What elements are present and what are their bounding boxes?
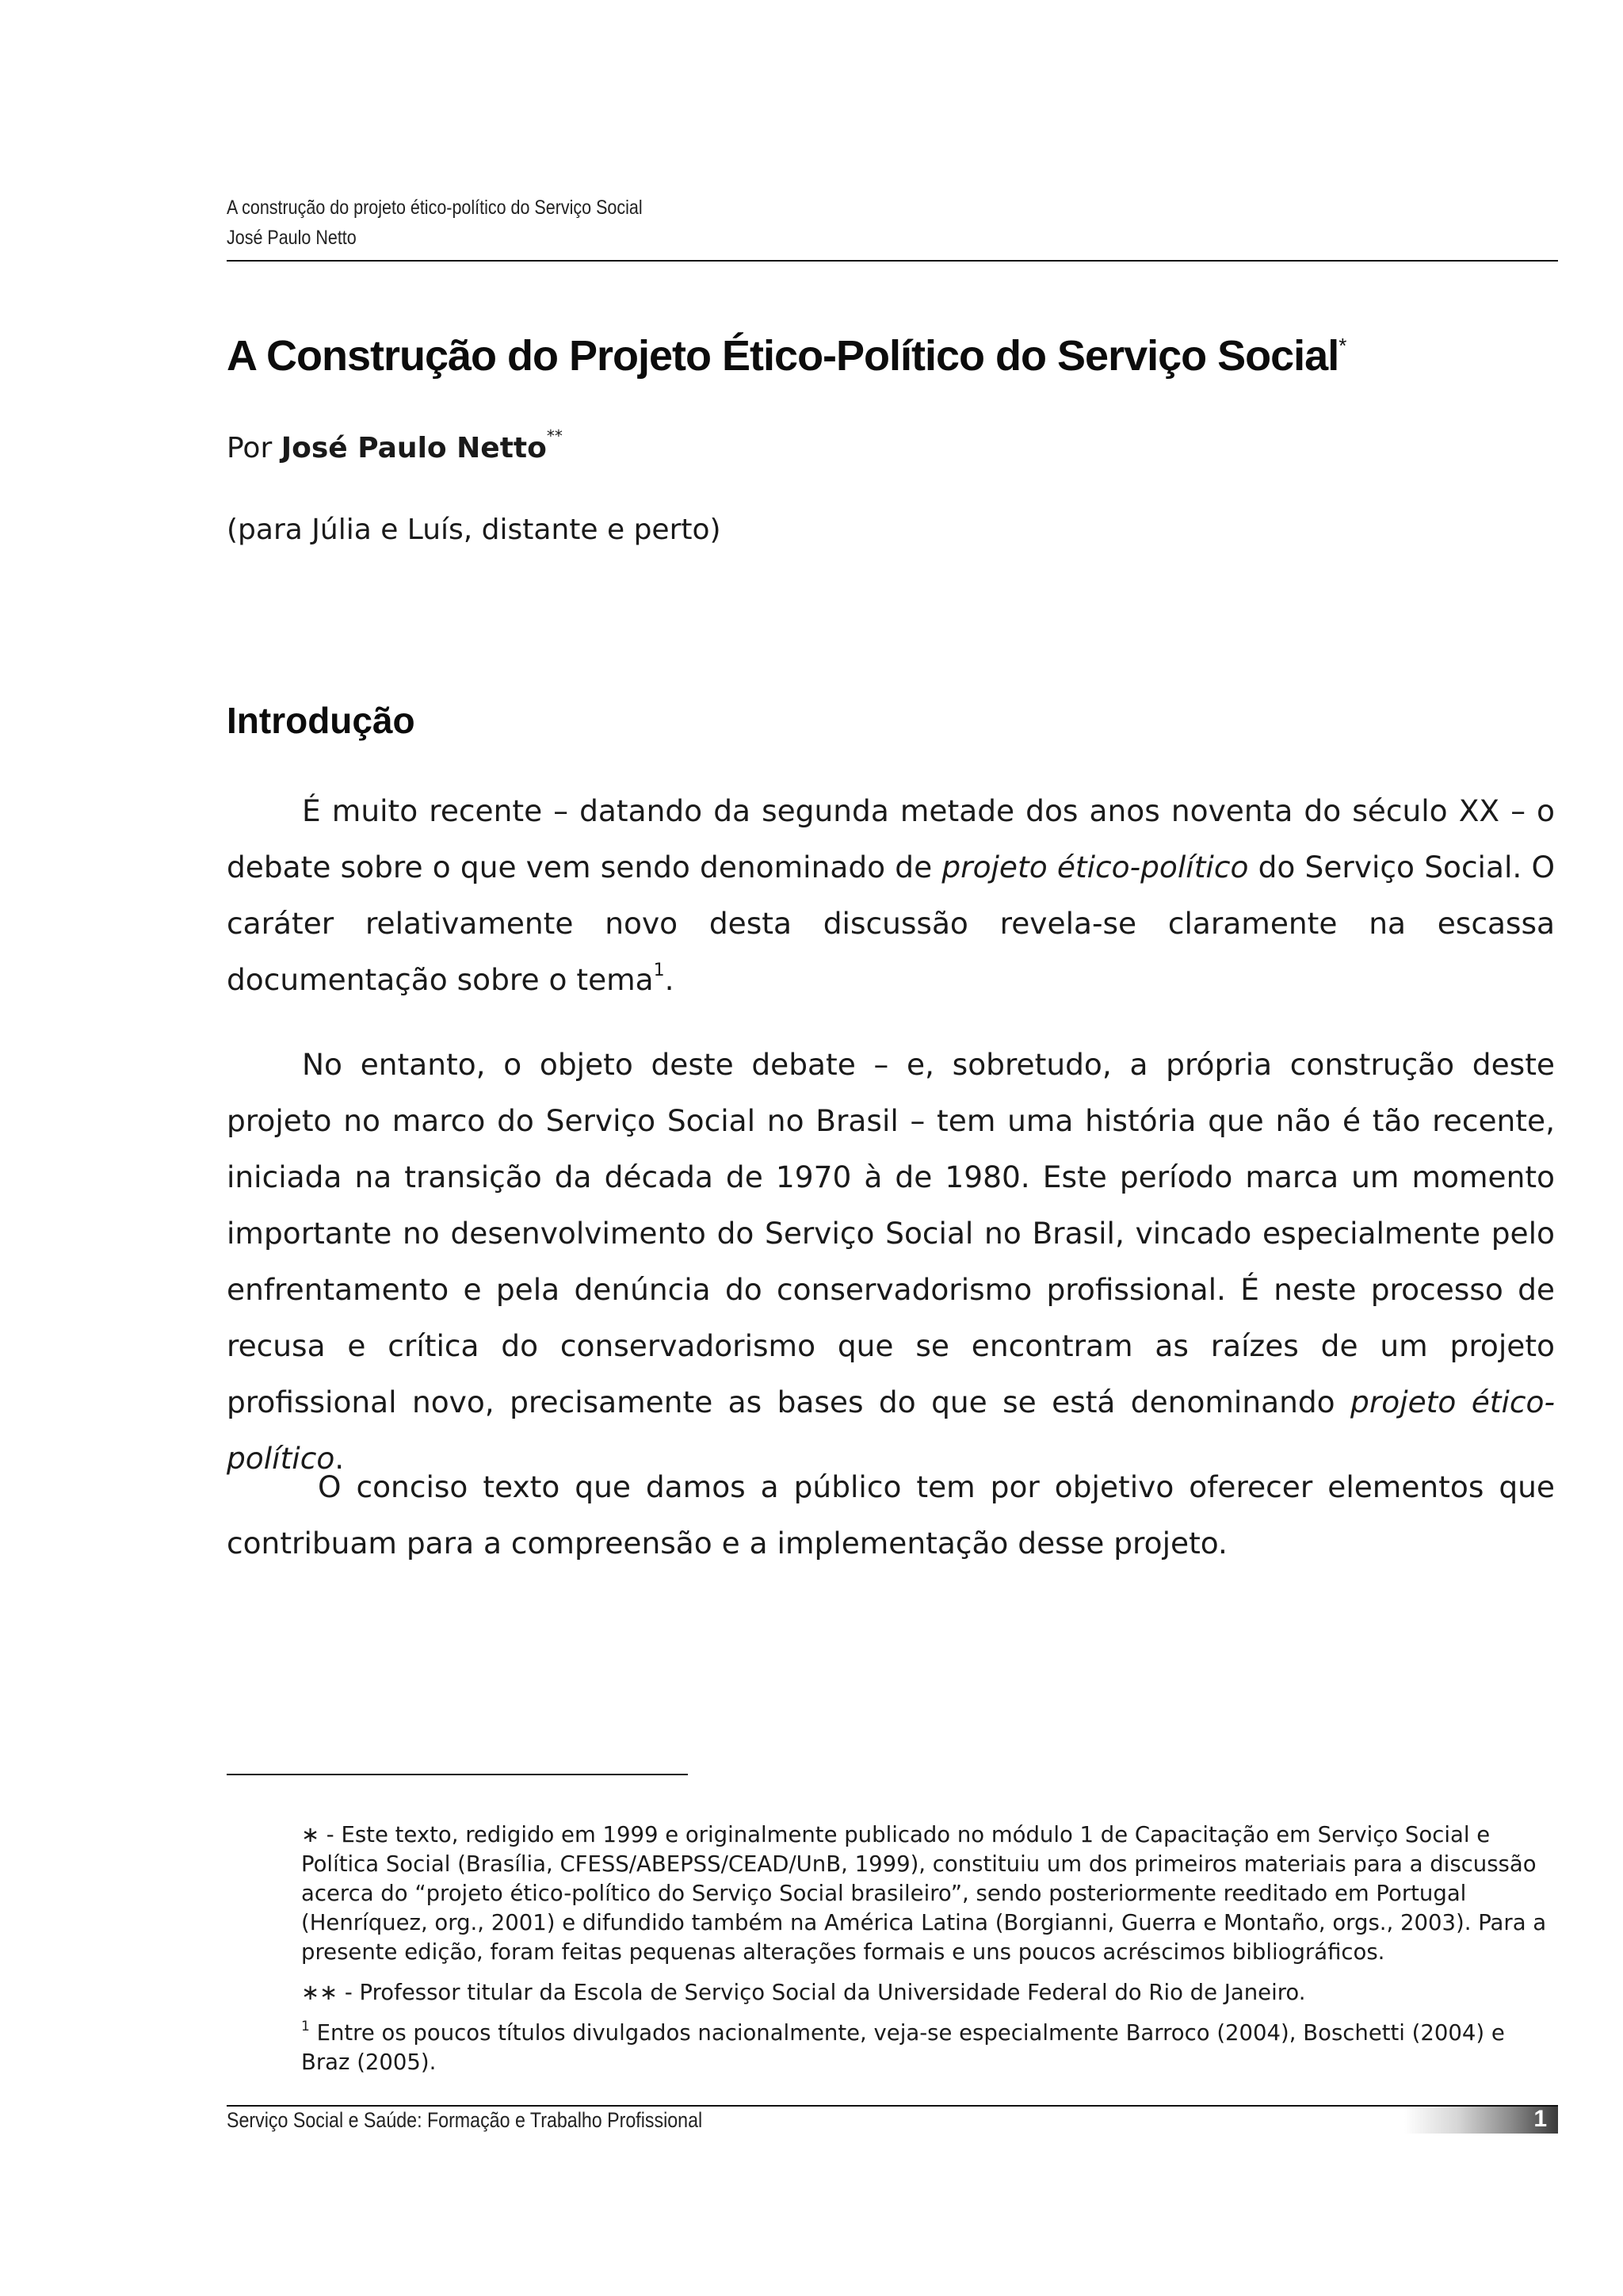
footnotes	[301, 1820, 1555, 2088]
paragraph-1-emphasis: projeto ético-político	[941, 850, 1249, 884]
footnote	[301, 2019, 1555, 2077]
author-name: José Paulo Netto	[281, 432, 547, 464]
footer-divider	[227, 2105, 1558, 2107]
footnote-ref-1: 1	[653, 961, 665, 980]
document-title	[227, 331, 1346, 380]
footnote	[301, 1978, 1555, 2008]
author-footnote-mark: **	[546, 426, 563, 445]
paragraph-1-part-b: do Serviço Social. O caráter relativamente novo desta discussão revela-se claramente na escassa documentação sobre o tema	[227, 850, 1556, 997]
running-footer: Serviço Social e Saúde: Formação e Trabalho Profissional	[227, 2108, 703, 2132]
paragraph-1-end: .	[664, 962, 674, 997]
footnote-text: - Este texto, redigido em 1999 e originalmente publicado no módulo 1 de Capacitação em Serviço Social e Política Social (Brasília, CFESS/ABEPSS/CEAD/UnB, 1999), constituiu um dos primeiros materiais para a discussão acerca do “projeto ético-político do Serviço Social brasileiro”, sendo posteriormente reeditado em Portugal (Henríquez, org., 2001) e difundido também na América Latina (Borgianni, Guerra e Montaño, orgs., 2003). Para a presente edição, foram feitas pequenas alterações formais e uns poucos acréscimos bibliográficos.	[301, 1822, 1547, 1965]
paragraph-1	[227, 783, 1555, 1008]
footnote-text: - Professor titular da Escola de Serviço Social da Universidade Federal do Rio de Janeiro.	[344, 1980, 1306, 2005]
paragraph-2	[227, 1037, 1555, 1487]
dedication: (para Júlia e Luís, distante e perto)	[227, 514, 721, 546]
footnote-text: Entre os poucos títulos divulgados nacionalmente, veja-se especialmente Barroco (2004), Boschetti (2004) e Braz (2005).	[301, 2020, 1505, 2075]
header-divider	[227, 260, 1558, 262]
running-header	[227, 193, 1370, 253]
running-header-title: A construção do projeto ético-político do Serviço Social	[227, 197, 643, 219]
byline-prefix: Por	[227, 432, 273, 464]
page-number-box	[1404, 2107, 1558, 2134]
section-heading-introducao: Introdução	[227, 700, 415, 741]
paragraph-3: O conciso texto que damos a público tem por objetivo oferecer elementos que contribuam para a compreensão e a implementação desse projeto.	[227, 1469, 1555, 1561]
paragraph-2-part-a: No entanto, o objeto deste debate – e, sobretudo, a própria construção deste projeto no marco do Serviço Social no Brasil – tem uma história que não é tão recente, iniciada na transição da década de 1970 à de 1980. Este período marca um momento importante no desenvolvimento do Serviço Social no Brasil, vincado especialmente pelo enfrentamento e pela denúncia do conservadorismo profissional. É neste processo de recusa e crítica do conservadorismo que se encontram as raízes de um projeto profissional novo, precisamente as bases do que se está denominando	[227, 1047, 1555, 1419]
page-number: 1	[1533, 2106, 1547, 2132]
footnote-marker: ∗∗	[301, 1980, 338, 2005]
paragraph-2-end: .	[334, 1441, 345, 1476]
footnote-marker: ∗	[301, 1822, 320, 1847]
title-footnote-mark: *	[1338, 334, 1346, 357]
running-header-author: José Paulo Netto	[227, 227, 357, 249]
document-title-text: A Construção do Projeto Ético-Político do Serviço Social	[227, 332, 1339, 380]
paragraph-1-part-a: É muito recente – datando da segunda metade dos anos noventa do século XX – o debate sobre o que vem sendo denominado de	[227, 793, 1555, 884]
footnote-separator	[227, 1774, 688, 1775]
paragraph-2-emphasis: projeto ético-político	[227, 1385, 1555, 1476]
byline	[227, 426, 563, 464]
footnote	[301, 1820, 1555, 1967]
footnote-marker: 1	[301, 2019, 310, 2034]
